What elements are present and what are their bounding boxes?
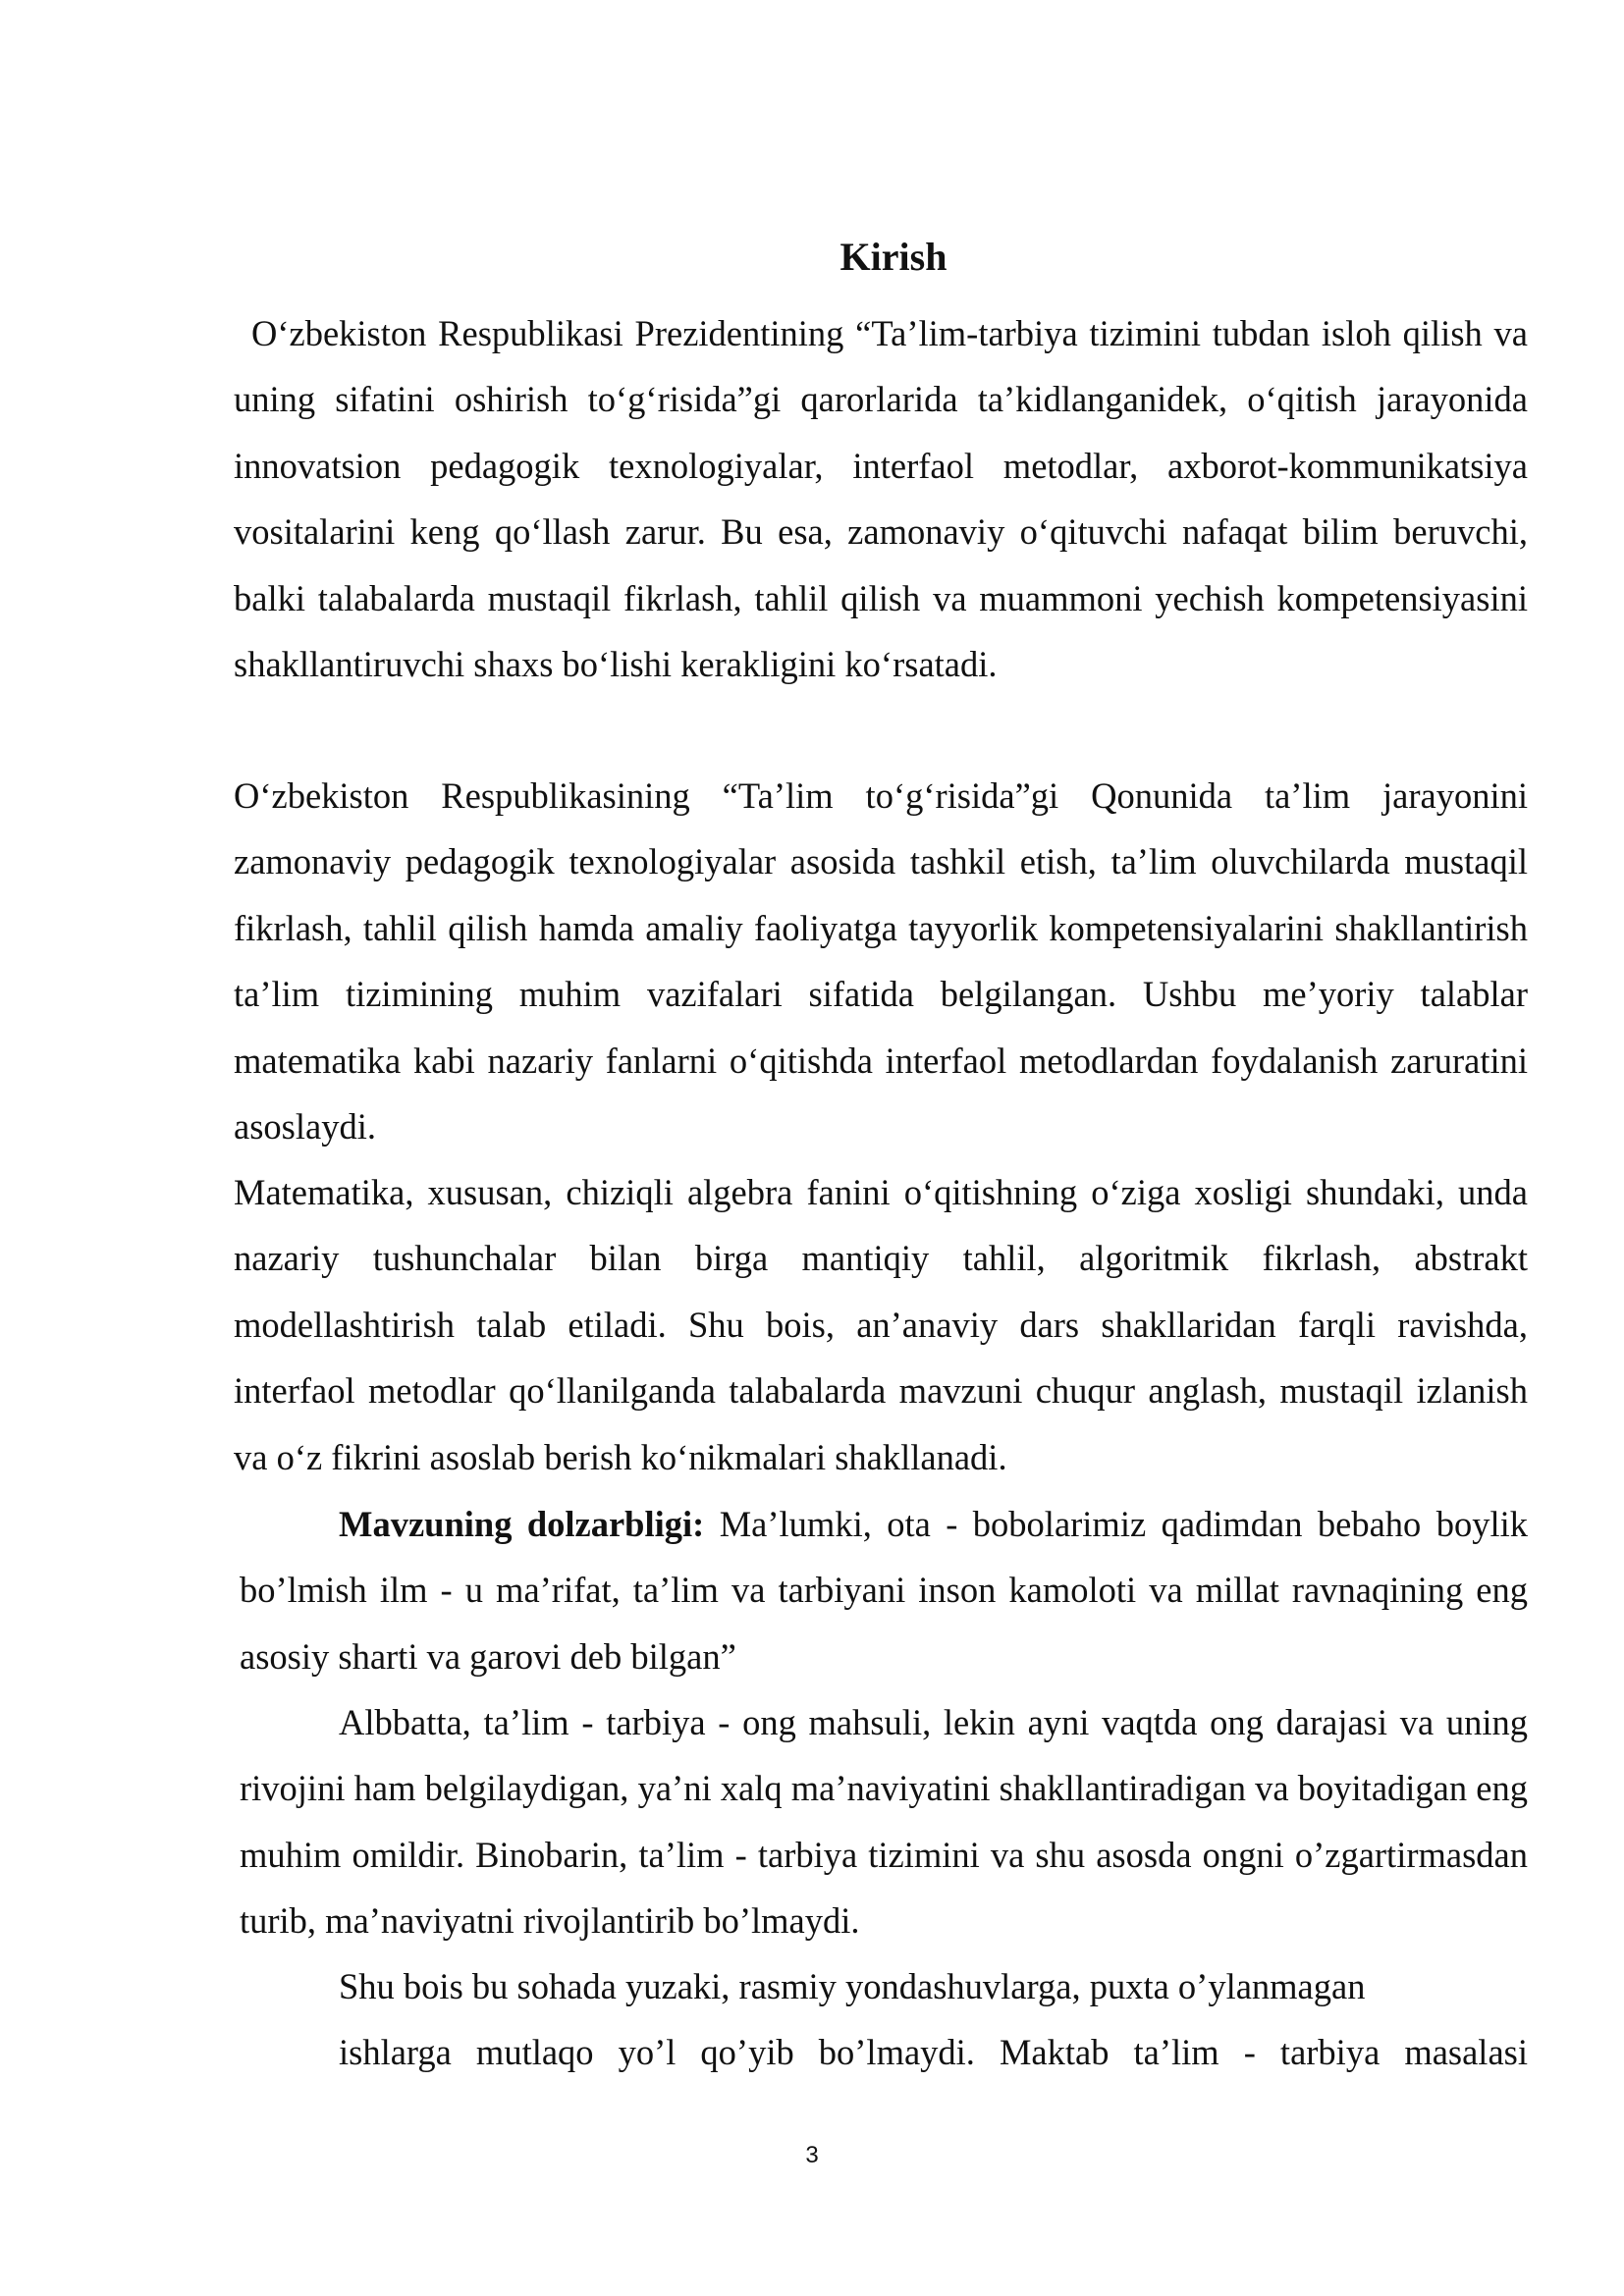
paragraph-intro: O‘zbekiston Respublikasi Prezidentining “Ta’lim-tarbiya tizimini tubdan isloh qilish va uning sifatini oshirish to‘g‘risida”gi qarorlarida ta’kidlanganidek, o‘qitish jarayonida innovatsion pedagogik texnologiyalar, interfaol metodlar, axborot-kommunikatsiya vositalarini keng qo‘llash zarur. Bu esa, zamonaviy o‘qituvchi nafaqat bilim beruvchi, balki talabalarda mustaqil fikrlash, tahlil qilish va muammoni yechish kompetensiyasini shakllantiruvchi shaxs bo‘lishi kerakligini ko‘rsatadi. (234, 313, 1528, 685)
paragraph-mathematics: Matematika, xususan, chiziqli algebra fanini o‘qitishning o‘ziga xosligi shundaki, unda nazariy tushunchalar bilan birga mantiqiy tahlil, algoritmik fikrlash, abstrakt modellashtirish talab etiladi. Shu bois, an’anaviy dars shakllaridan farqli ravishda, interfaol metodlar qo‘llanilganda talabalarda mavzuni chuqur anglash, mustaqil izlanish va o‘z fikrini asoslab berish ko‘nikmalari shakllanadi. (234, 1172, 1528, 1477)
section-title: Kirish (839, 235, 947, 279)
paragraph-law: O‘zbekiston Respublikasining “Ta’lim to‘g‘risida”gi Qonunida ta’lim jarayonini zamonaviy pedagogik texnologiyalar asosida tashkil etish, ta’lim oluvchilarda mustaqil fikrlash, tahlil qilish hamda amaliy faoliyatga tayyorlik kompetensiyalarini shakllantirish ta’lim tizimining muhim vazifalari sifatida belgilangan. Ushbu me’yoriy talablar matematika kabi nazariy fanlarni o‘qitishda interfaol metodlardan foydalanish zaruratini asoslaydi. (234, 775, 1528, 1148)
relevance-text: Ma’lumki, ota - bobolarimiz qadimdan bebaho boylik bo’lmish ilm - u ma’rifat, ta’lim va tarbiyani inson kamoloti va millat ravnaqining eng asosiy sharti va garovi deb bilgan” (240, 1504, 1528, 1677)
page-number: 3 (805, 2142, 819, 2168)
paragraph-relevance (240, 1491, 1528, 1689)
paragraph-approach-line-1: Shu bois bu sohada yuzaki, rasmiy yondashuvlarga, puxta o’ylanmagan (339, 1966, 1366, 2006)
paragraph-approach-line-2: ishlarga mutlaqo yo’l qo’yib bo’lmaydi. Maktab ta’lim - tarbiya masalasi (339, 2032, 1528, 2072)
paragraph-education: Albbatta, ta’lim - tarbiya - ong mahsuli, lekin ayni vaqtda ong darajasi va uning rivojini ham belgilaydigan, ya’ni xalq ma’naviyatini shakllantiradigan va boyitadigan eng muhim omildir. Binobarin, ta’lim - tarbiya tizimini va shu asosda ongni o’zgartirmasdan turib, ma’naviyatni rivojlantirib bo’lmaydi. (240, 1702, 1528, 1942)
relevance-heading: Mavzuning dolzarbligi: (339, 1504, 705, 1544)
